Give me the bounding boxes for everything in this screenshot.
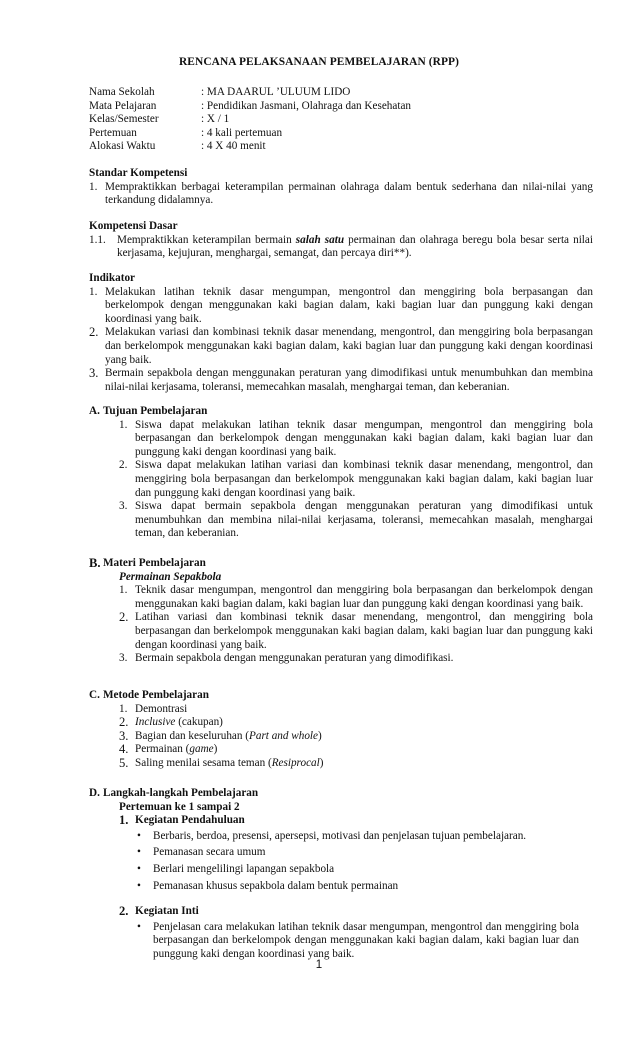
item-number: 1. (119, 702, 128, 715)
item-number: 4. (119, 742, 129, 757)
pendahuluan-bullets (135, 830, 593, 893)
item-text: Mempraktikkan keterampilan bermain (117, 233, 296, 246)
item-text-emphasis: Inclusive (135, 716, 176, 729)
item-text: Bermain sepakbola dengan menggunakan peraturan yang dimodifikasi. (135, 652, 454, 665)
item-text-emphasis: salah satu (295, 233, 345, 246)
info-key: Mata Pelajaran (89, 99, 157, 112)
item-text: Demontrasi (135, 702, 188, 715)
info-key: Kelas/Semester (89, 113, 159, 126)
info-row (89, 86, 411, 100)
list-item (89, 234, 593, 261)
item-number: 1. (89, 180, 98, 193)
item-number: 2. (89, 325, 99, 340)
bullet-item (135, 830, 593, 844)
bullet-icon: • (137, 879, 141, 892)
section-heading (89, 787, 593, 801)
section-heading: Indikator (89, 272, 136, 284)
item-number: 1. (119, 813, 129, 828)
list-item (119, 419, 593, 460)
langkah-section (89, 787, 593, 965)
bullet-icon: • (137, 862, 141, 875)
metode-section (89, 689, 593, 771)
section-title: Metode Pembelajaran (103, 689, 209, 701)
tujuan-section (89, 405, 593, 541)
info-key: Pertemuan (89, 126, 137, 139)
section-letter: D. (89, 787, 100, 799)
page-number: 1 (315, 959, 323, 971)
standar-kompetensi-section (89, 167, 593, 208)
item-text: Siswa dapat melakukan latihan variasi dan kombinasi teknik dasar menendang, mengontrol, dan menggiring bola berpasangan dan berkelompok menggunakan kaki bagian dalam, kaki bagian luar dan punggung kaki dengan koordinasi yang baik. (135, 459, 593, 499)
section-title: Materi Pembelajaran (103, 557, 206, 569)
bullet-text: Pemanasan khusus sepakbola dalam bentuk permainan (153, 879, 399, 892)
item-number: 3. (119, 652, 128, 665)
item-number: 2. (119, 715, 129, 730)
list-item (89, 286, 593, 327)
item-text: permainan dan olahraga beregu bola besar serta nilai kerjasama, kejujuran, menghargai, semangat, dan percaya diri**). (117, 233, 593, 260)
bullet-icon: • (137, 829, 141, 842)
item-text: Kegiatan Inti (135, 905, 199, 918)
bullet-text: Berbaris, berdoa, presensi, apersepsi, motivasi dan penjelasan tujuan pembelajaran. (153, 829, 527, 842)
subsection-title: Pertemuan ke 1 sampai 2 (119, 800, 240, 813)
item-text: Melakukan latihan teknik dasar mengumpan, mengontrol dan menggiring bola berpasangan dan berkelompok dengan menggunakan kaki bagian dalam, kaki bagian luar dan punggung kaki dengan koordinasi yang baik. (105, 285, 593, 325)
item-text: Kegiatan Pendahuluan (135, 814, 245, 827)
bullet-item (135, 846, 593, 860)
item-text-emphasis: game (189, 743, 214, 756)
info-row (89, 127, 411, 141)
bullet-icon: • (137, 920, 141, 933)
kompetensi-dasar-section (89, 220, 593, 261)
info-key: Alokasi Waktu (89, 140, 156, 153)
item-text-emphasis: Resiprocal (271, 756, 320, 769)
section-letter: C. (89, 689, 100, 701)
info-key: Nama Sekolah (89, 86, 155, 98)
item-text: Latihan variasi dan kombinasi teknik dasar menendang, mengontrol, dan menggiring bola berpasangan dan berkelompok menggunakan kaki bagian dalam, kaki bagian luar dan punggung kaki dengan koordinasi yang baik. (135, 611, 593, 651)
item-text: ) (318, 729, 322, 742)
bullet-icon: • (137, 846, 141, 859)
info-row (89, 100, 411, 114)
inti-bullets (135, 921, 579, 962)
list-item (119, 703, 593, 717)
item-number: 2. (119, 610, 129, 625)
list-item (119, 584, 593, 611)
item-text: ) (319, 756, 324, 769)
item-text: ) (213, 743, 218, 756)
item-number: 1.1. (89, 233, 106, 246)
info-row (89, 113, 411, 127)
activity-heading (119, 905, 593, 919)
list-item (119, 652, 593, 666)
item-number: 3. (89, 366, 99, 381)
indikator-section (89, 272, 593, 394)
item-number: 1. (119, 584, 128, 597)
list-item (119, 459, 593, 500)
list-item (89, 367, 593, 394)
section-heading: Kompetensi Dasar (89, 220, 178, 232)
list-item (89, 326, 593, 367)
section-letter: A. (89, 405, 100, 417)
item-number: 2. (119, 904, 129, 919)
item-text: Mempraktikkan berbagai keterampilan permainan olahraga dalam bentuk sederhana dan nilai-nilai yang terkandung didalamnya. (105, 180, 593, 207)
item-text-emphasis: Part and whole (249, 729, 319, 742)
bullet-text: Pemanasan secara umum (153, 846, 266, 859)
item-text: Teknik dasar mengumpan, mengontrol dan menggiring bola berpasangan dan berkelompok dengan menggunakan kaki bagian dalam, kaki bagian luar dan punggung kaki dengan koordinasi yang baik. (135, 584, 593, 610)
metode-list (119, 703, 593, 771)
item-text: Siswa dapat bermain sepakbola dengan menggunakan peraturan yang dimodifikasi untuk menumbuhkan dan membina nilai-nilai kerjasama, toleransi, memecahkan masalah, menghargai teman, dan keberanian. (135, 500, 593, 540)
item-text: Melakukan variasi dan kombinasi teknik dasar menendang, mengontrol, dan menggiring bola berpasangan dan berkelompok menggunakan kaki bagian dalam, kaki bagian luar dan punggung kaki dengan koordinasi yang baik. (105, 326, 593, 366)
langkah-content (119, 801, 593, 962)
item-text: Permainan ( (135, 743, 190, 756)
section-heading: Standar Kompetensi (89, 167, 188, 179)
info-value: : 4 kali pertemuan (201, 126, 283, 139)
identity-table (89, 86, 411, 154)
list-item (89, 181, 593, 208)
section-heading (89, 689, 593, 703)
info-value: : Pendidikan Jasmani, Olahraga dan Kesehatan (201, 99, 412, 112)
section-title: Tujuan Pembelajaran (103, 405, 208, 417)
info-value: : X / 1 (201, 113, 230, 126)
item-text: (cakupan) (175, 716, 223, 729)
item-text: Siswa dapat melakukan latihan teknik dasar mengumpan, mengontrol dan menggiring bola berpasangan dan berkelompok dengan menggunakan kaki bagian dalam, kaki bagian luar dan punggung kaki dengan koordinasi yang baik. (135, 418, 593, 458)
tujuan-list (119, 419, 593, 541)
info-row (89, 140, 411, 154)
materi-section (89, 557, 593, 666)
section-title: Langkah-langkah Pembelajaran (103, 787, 259, 799)
document-title: RENCANA PELAKSANAAN PEMBELAJARAN (RPP) (178, 56, 460, 68)
info-value: : MA DAARUL ’ULUUM LIDO (201, 86, 351, 98)
item-text: Bermain sepakbola dengan menggunakan peraturan yang dimodifikasi untuk menumbuhkan dan membina nilai-nilai kerjasama, toleransi, memecahkan masalah, menghargai teman, dan keberanian. (105, 367, 593, 393)
list-item (119, 743, 593, 757)
bullet-item (135, 880, 593, 894)
bullet-item (135, 921, 579, 962)
info-value: : 4 X 40 menit (201, 140, 266, 153)
item-number: 1. (89, 285, 98, 298)
bullet-item (135, 863, 593, 877)
item-number: 3. (119, 500, 128, 513)
item-text: Saling menilai sesama teman ( (135, 756, 272, 769)
section-letter: B. (89, 556, 101, 570)
item-number: 5. (119, 755, 129, 770)
section-heading (89, 557, 593, 571)
list-item (119, 757, 593, 771)
item-text: Bagian dan keseluruhan ( (135, 729, 250, 742)
section-heading (89, 405, 593, 419)
item-number: 1. (119, 418, 128, 431)
list-item (119, 500, 593, 541)
item-number: 2. (119, 459, 128, 472)
activity-heading (119, 814, 593, 828)
bullet-text: Penjelasan cara melakukan latihan teknik dasar mengumpan, mengontrol dan menggiring bola berpasangan dan berkelompok dengan menggunakan kaki bagian dalam, kaki bagian luar dan punggung kaki dengan koordinasi yang baik. (153, 920, 579, 960)
item-number: 3. (119, 728, 129, 743)
list-item (119, 730, 593, 744)
materi-list (119, 571, 593, 666)
subsection-title: Permainan Sepakbola (119, 570, 222, 583)
bullet-text: Berlari mengelilingi lapangan sepakbola (153, 862, 335, 875)
list-item (119, 611, 593, 652)
list-item (119, 716, 593, 730)
